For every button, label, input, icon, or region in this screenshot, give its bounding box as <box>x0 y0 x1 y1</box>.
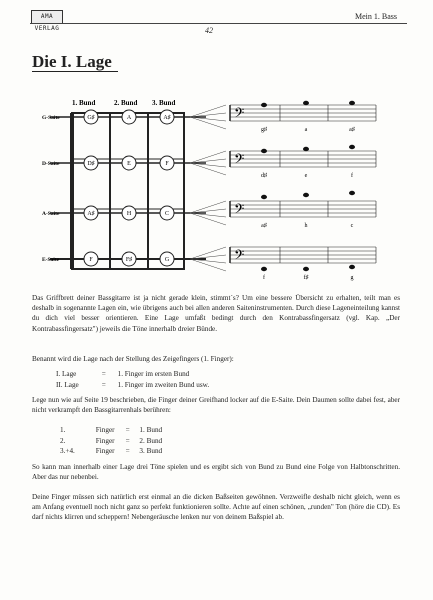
note-d-1: D♯ <box>87 161 95 167</box>
lage-naming-paragraph: Benannt wird die Lage nach der Stellung des Zeigefingers (1. Finger): <box>32 355 234 363</box>
title-underline <box>32 71 118 72</box>
list-item-equals: = <box>125 447 130 455</box>
list-item <box>60 446 162 457</box>
staff-label-g-2: a <box>304 127 308 133</box>
list-item-equals: = <box>101 380 106 389</box>
note-g-2: A <box>126 115 132 121</box>
hand-position-paragraph: Lege nun wie auf Seite 19 beschrieben, die Finger deiner Greifhand locker auf die E-Saite. Dein Daumen sollte dabei fest, aber nicht verkrampft den Bassgitarrenhals berühren: <box>32 396 400 415</box>
list-item-number: 2. <box>60 436 66 445</box>
finger-list <box>60 425 162 457</box>
halftone-paragraph: So kann man innerhalb einer Lage drei Töne spielen und es ergibt sich von Bund zu Bund eine Folge von Halbtonschritten. Aber das nur nebenbei. <box>32 463 400 482</box>
staff-label-d-1: d♯ <box>261 173 267 179</box>
staff-label-e-2: f♯ <box>303 275 309 281</box>
list-item-number: 1. <box>60 426 66 434</box>
string-label-e: E-Saite <box>42 257 60 263</box>
staff-label-a-3: c <box>350 223 354 229</box>
fret-label-1: 1. Bund <box>72 99 96 107</box>
fret-label-2: 2. Bund <box>114 99 138 107</box>
list-item <box>56 380 209 391</box>
header-section-title: Mein 1. Bass <box>355 12 397 21</box>
staff-label-a-2: h <box>304 223 308 229</box>
fret-label-3: 3. Bund <box>152 99 176 107</box>
list-item-equals: = <box>125 436 130 445</box>
bass-clef-icon: 𝄢 <box>234 105 245 124</box>
list-item-number: 3.+4. <box>60 447 75 455</box>
note-heads <box>261 101 355 271</box>
list-item-equals: = <box>125 426 130 434</box>
bass-clef-icon: 𝄢 <box>234 247 245 266</box>
staff-label-e-3: g <box>350 275 354 281</box>
note-g-3: A♯ <box>163 115 171 121</box>
list-item-equals: = <box>101 370 106 378</box>
string-label-d: D-Saite <box>42 161 60 167</box>
note-d-3: F <box>165 161 169 167</box>
staff-label-e-1: f <box>263 275 265 281</box>
note-a-2: H <box>126 211 132 217</box>
list-item-desc: 2. Bund <box>139 436 163 445</box>
note-circles <box>84 110 174 266</box>
header-rule <box>30 23 407 24</box>
intro-paragraph: Das Griffbrett deiner Bassgitarre ist ja nicht gerade klein, stimmt´s? Um eine bessere Übersicht zu erhalten, teilt man es deshalb in sogenannte Lagen ein, wie übrigens auch bei allen anderen Saiteninstrumenten. Durch diese Lageneinteilung kannst du dich viel besser orientieren. Eine Lage umfaßt bedingt durch den Kontrabassfingersatz (vgl. Kap. „Der Kontrabassfingersatz") jeweils die Töne innerhalb dreier Bünde. <box>32 294 400 333</box>
list-item-term: II. Lage <box>56 380 79 389</box>
list-item-term: I. Lage <box>56 370 77 378</box>
staff-label-d-2: e <box>304 173 308 179</box>
list-item-term: Finger <box>95 426 115 434</box>
page-number: 42 <box>205 26 213 35</box>
note-e-3: G <box>164 257 170 263</box>
string-label-g: G-Saite <box>42 115 60 121</box>
list-item-desc: 1. Finger im zweiten Bund usw. <box>117 380 210 389</box>
practice-paragraph: Deine Finger müssen sich natürlich erst einmal an die dicken Baßseiten gewöhnen. Verzweifle deshalb nicht gleich, wenn es am Anfang eventuell noch nicht ganz so perfekt funktionieren sollte. Achte auf einen schönen, „runden" Ton (höre die CD). Es darf nichts klirren und scheppern! Nebengeräusche lenken nur von deinem Baßspiel ab. <box>32 493 400 522</box>
staff-label-g-3: a♯ <box>349 127 355 133</box>
lage-list <box>56 369 209 390</box>
list-item-term: Finger <box>95 436 115 445</box>
list-item-term: Finger <box>95 447 115 455</box>
note-g-1: G♯ <box>87 115 95 121</box>
list-item-desc: 1. Finger im ersten Bund <box>117 370 190 378</box>
list-item <box>60 436 162 447</box>
note-e-2: F♯ <box>125 257 133 263</box>
note-d-2: E <box>127 161 131 167</box>
fretboard-grid <box>50 113 206 269</box>
note-a-3: C <box>164 211 170 217</box>
staff-label-g-1: g♯ <box>261 127 267 133</box>
list-item-desc: 3. Bund <box>139 447 163 455</box>
note-a-1: A♯ <box>87 211 95 217</box>
list-item <box>60 425 162 436</box>
list-item-desc: 1. Bund <box>139 426 163 434</box>
staff-label-d-3: f <box>351 173 353 179</box>
list-item <box>56 369 209 380</box>
publisher-logo: AMA VERLAG <box>31 10 63 24</box>
string-label-a: A-Saite <box>42 211 60 217</box>
bass-clef-icon: 𝄢 <box>234 151 245 170</box>
note-e-1: F <box>89 257 93 263</box>
bass-clef-icon: 𝄢 <box>234 201 245 220</box>
page-title: Die I. Lage <box>32 52 112 71</box>
connector-fan <box>190 105 226 271</box>
staff-label-a-1: a♯ <box>261 223 267 229</box>
fretboard-diagram <box>30 93 390 283</box>
